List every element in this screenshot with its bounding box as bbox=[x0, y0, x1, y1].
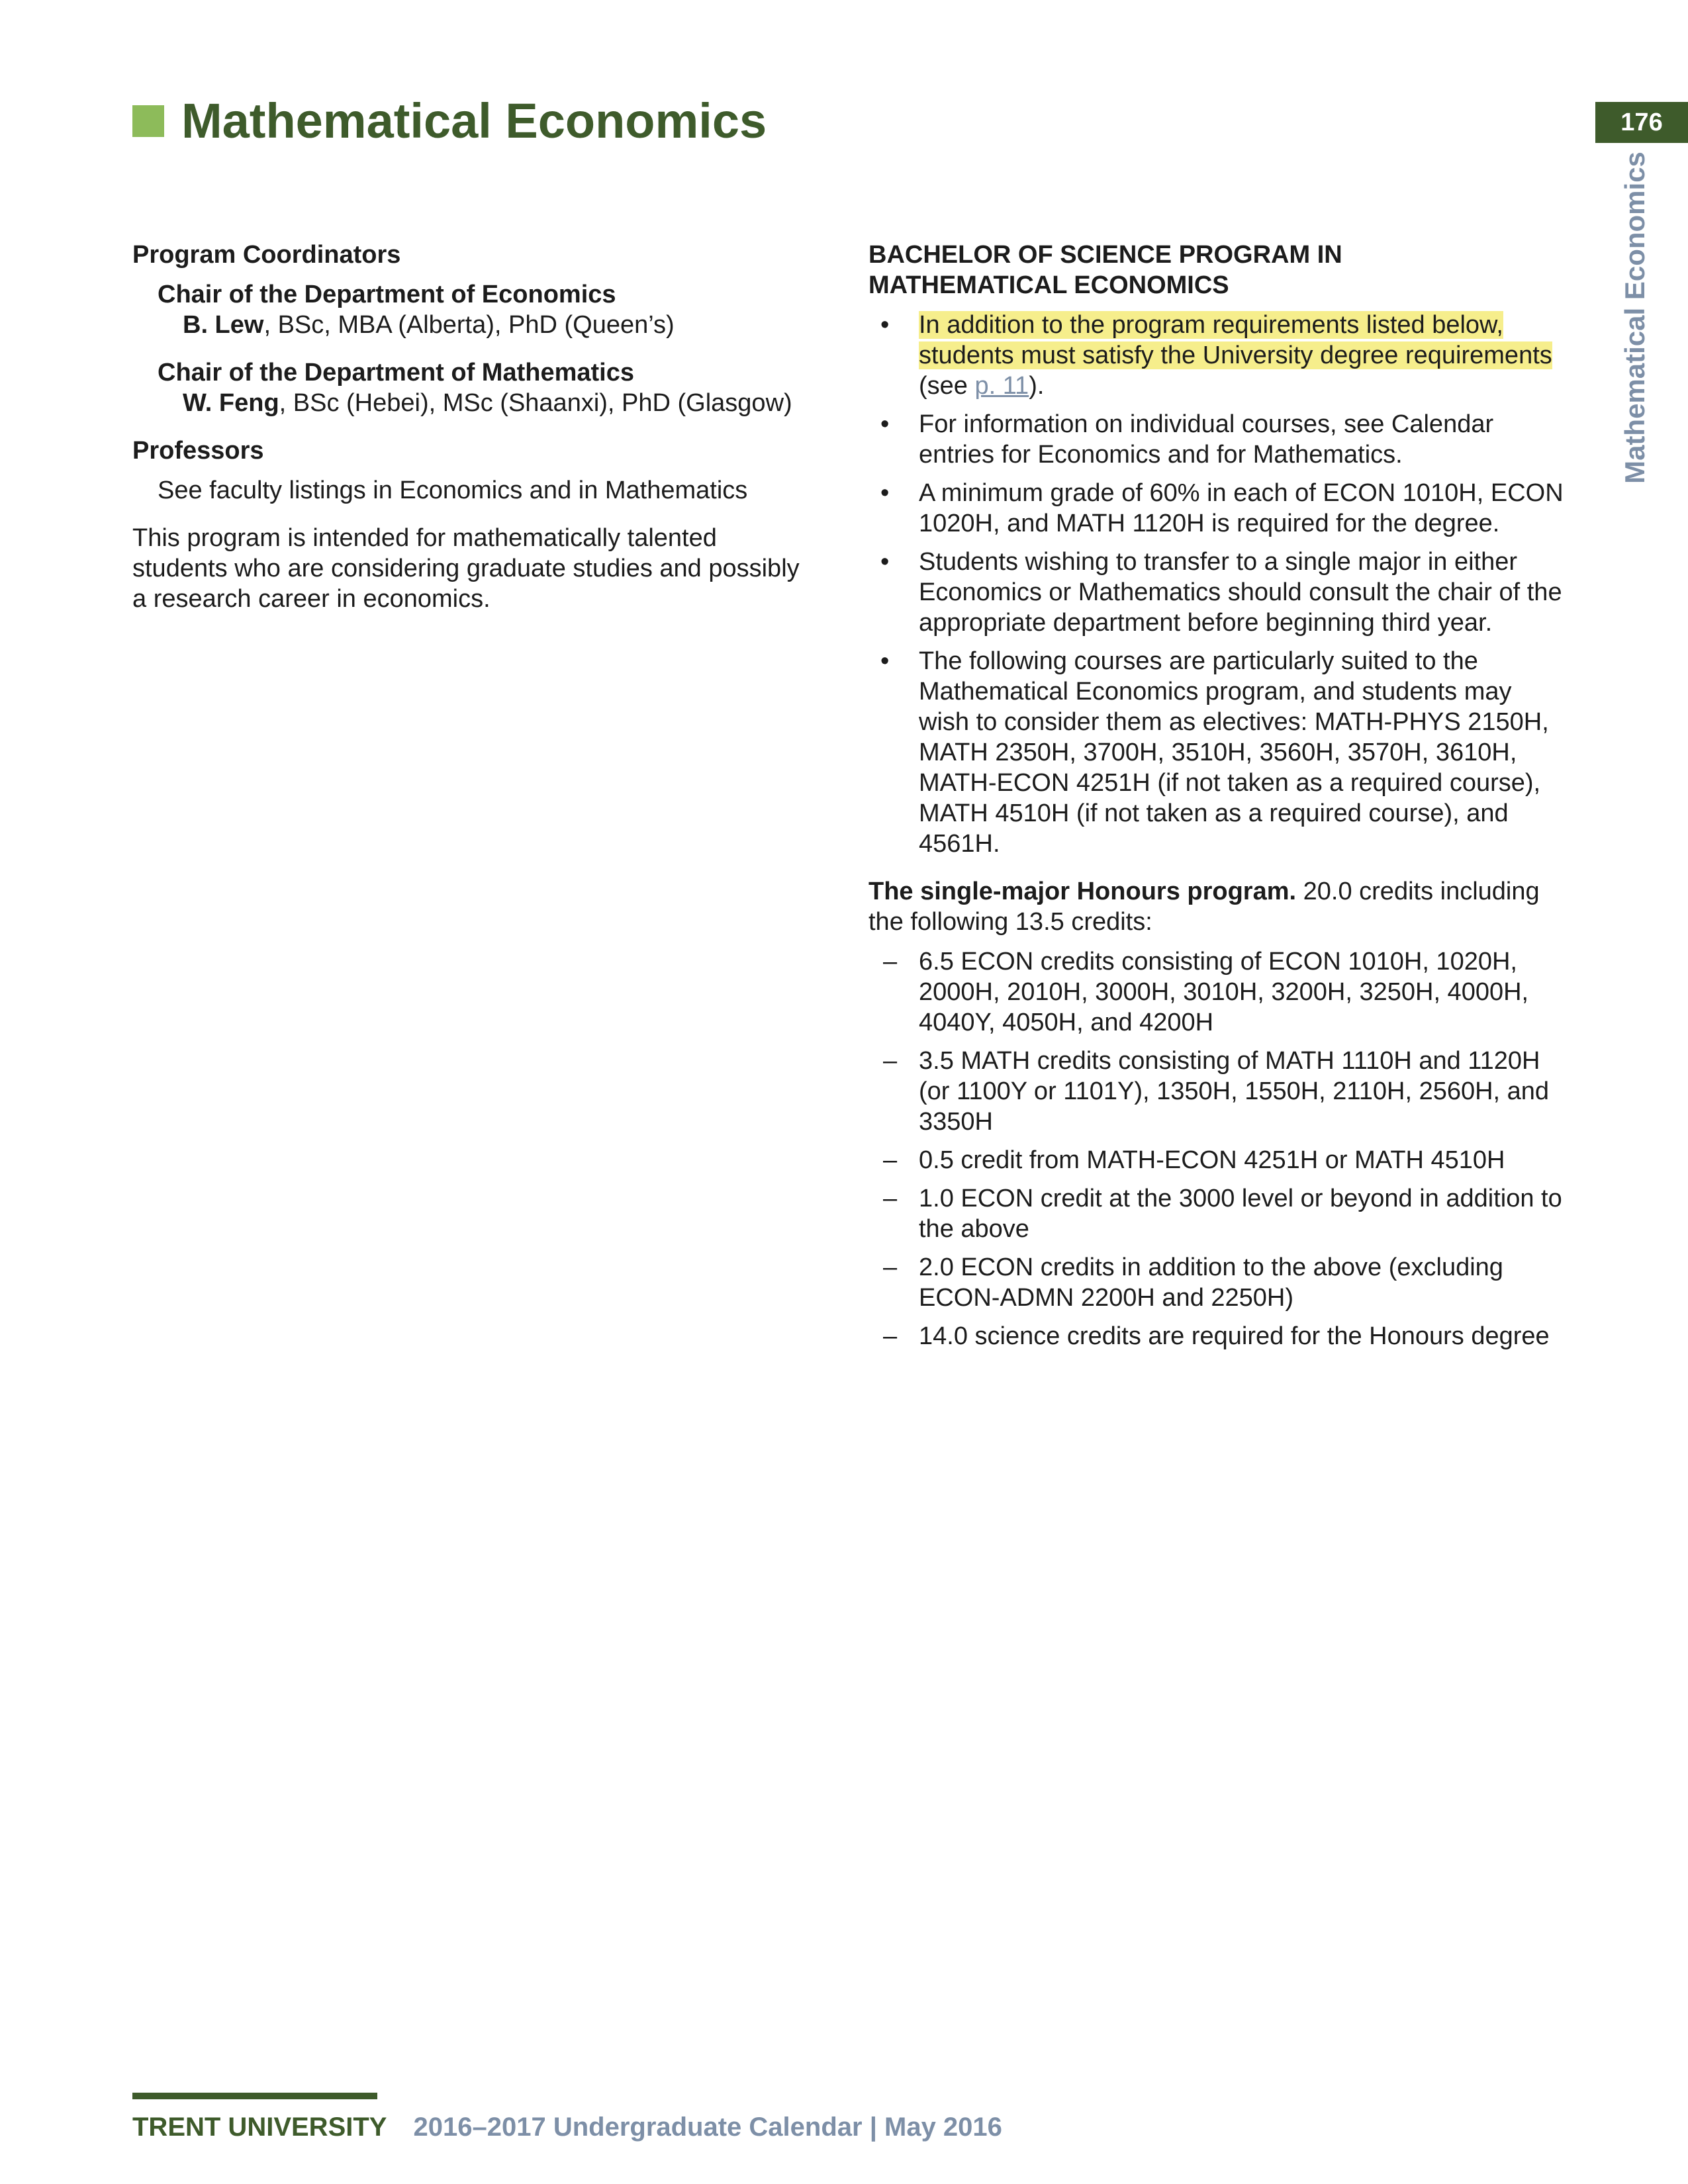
dash-icon: – bbox=[883, 1047, 898, 1075]
program-notes-list bbox=[868, 310, 1564, 859]
list-item bbox=[868, 547, 1564, 638]
math-chair-credentials: , BSc (Hebei), MSc (Shaanxi), PhD (Glasgow) bbox=[279, 389, 792, 417]
bullet-icon: • bbox=[880, 410, 890, 438]
list-item bbox=[868, 478, 1564, 539]
dash-icon: – bbox=[883, 1185, 898, 1212]
dash-icon: – bbox=[883, 948, 898, 976]
title-square-icon bbox=[132, 105, 164, 137]
page-footer bbox=[132, 2113, 1002, 2142]
program-intro: This program is intended for mathematically talented students who are considering graduate studies and possibly a research career in economics. bbox=[132, 524, 800, 613]
econ-chair-name: B. Lew bbox=[183, 311, 264, 339]
close-paren-text: ). bbox=[1029, 372, 1045, 400]
program-heading-line1: BACHELOR OF SCIENCE PROGRAM IN bbox=[868, 241, 1342, 269]
program-heading-line2: MATHEMATICAL ECONOMICS bbox=[868, 271, 1229, 299]
footer-calendar-info: 2016–2017 Undergraduate Calendar | May 2016 bbox=[413, 2113, 1002, 2142]
professors-heading: Professors bbox=[132, 437, 264, 465]
econ-chair-heading: Chair of the Department of Economics bbox=[158, 281, 616, 308]
list-item bbox=[868, 946, 1564, 1038]
list-item bbox=[868, 1252, 1564, 1313]
list-item bbox=[868, 1046, 1564, 1137]
list-item-text: 1.0 ECON credit at the 3000 level or beyond in addition to the above bbox=[919, 1185, 1562, 1243]
list-item-text: A minimum grade of 60% in each of ECON 1010H, ECON 1020H, and MATH 1120H is required for the degree. bbox=[919, 479, 1564, 537]
math-chair-name: W. Feng bbox=[183, 389, 279, 417]
footer-rule bbox=[132, 2093, 377, 2099]
list-item bbox=[868, 1183, 1564, 1244]
right-column bbox=[868, 240, 1564, 1359]
econ-chair-entry bbox=[183, 310, 808, 340]
bullet-icon: • bbox=[880, 479, 890, 507]
see-text: (see bbox=[919, 372, 975, 400]
dash-icon: – bbox=[883, 1146, 898, 1174]
professors-text: See faculty listings in Economics and in Mathematics bbox=[158, 477, 748, 504]
honours-heading: The single-major Honours program. bbox=[868, 878, 1297, 905]
bullet-icon: • bbox=[880, 647, 890, 675]
list-item-text: 2.0 ECON credits in addition to the above (excluding ECON-ADMN 2200H and 2250H) bbox=[919, 1253, 1503, 1312]
math-chair-entry bbox=[183, 388, 808, 418]
dash-icon: – bbox=[883, 1253, 898, 1281]
coordinators-heading: Program Coordinators bbox=[132, 241, 401, 269]
list-item-text: 0.5 credit from MATH-ECON 4251H or MATH 4510H bbox=[919, 1146, 1505, 1174]
requirements-list bbox=[868, 946, 1564, 1351]
bullet-icon: • bbox=[880, 311, 890, 339]
side-section-label: Mathematical Economics bbox=[1619, 152, 1650, 484]
page-title: Mathematical Economics bbox=[181, 93, 767, 148]
honours-intro bbox=[868, 876, 1564, 937]
list-item-text: 3.5 MATH credits consisting of MATH 1110H and 1120H (or 1100Y or 1101Y), 1350H, 1550H, 2110H, 2560H, and 3350H bbox=[919, 1047, 1550, 1136]
list-item-text: The following courses are particularly suited to the Mathematical Economics program, and students may wish to consider them as electives: MATH-PHYS 2150H, MATH 2350H, 3700H, 3510H, 3560H, 3570H, 3610H, MATH-ECON 4251H (if not taken as a required course), MATH 4510H (if not taken as a required course), and 4561H. bbox=[919, 647, 1549, 858]
dash-icon: – bbox=[883, 1322, 898, 1350]
list-item bbox=[868, 310, 1564, 401]
page-header bbox=[132, 93, 767, 149]
highlighted-text: In addition to the program requirements listed below, students must satisfy the University degree requirements bbox=[919, 311, 1552, 369]
list-item bbox=[868, 1321, 1564, 1351]
bullet-icon: • bbox=[880, 548, 890, 576]
math-chair-heading: Chair of the Department of Mathematics bbox=[158, 359, 634, 387]
honours-text: 20.0 credits including the following 13.5 credits: bbox=[868, 878, 1540, 936]
list-item-text: 14.0 science credits are required for the Honours degree bbox=[919, 1322, 1550, 1350]
list-item-text: For information on individual courses, see Calendar entries for Economics and for Mathematics. bbox=[919, 410, 1494, 469]
footer-university: TRENT UNIVERSITY bbox=[132, 2113, 387, 2142]
list-item bbox=[868, 409, 1564, 470]
list-item-text: Students wishing to transfer to a single major in either Economics or Mathematics should consult the chair of the appropriate department before beginning third year. bbox=[919, 548, 1562, 637]
page-number-badge: 176 bbox=[1595, 102, 1688, 143]
list-item bbox=[868, 1145, 1564, 1175]
page-reference-link[interactable]: p. 11 bbox=[974, 372, 1029, 400]
list-item-text: 6.5 ECON credits consisting of ECON 1010H, 1020H, 2000H, 2010H, 3000H, 3010H, 3200H, 3250H, 4000H, 4040Y, 4050H, and 4200H bbox=[919, 948, 1529, 1036]
econ-chair-credentials: , BSc, MBA (Alberta), PhD (Queen’s) bbox=[263, 311, 675, 339]
left-column bbox=[132, 240, 808, 614]
list-item bbox=[868, 646, 1564, 859]
